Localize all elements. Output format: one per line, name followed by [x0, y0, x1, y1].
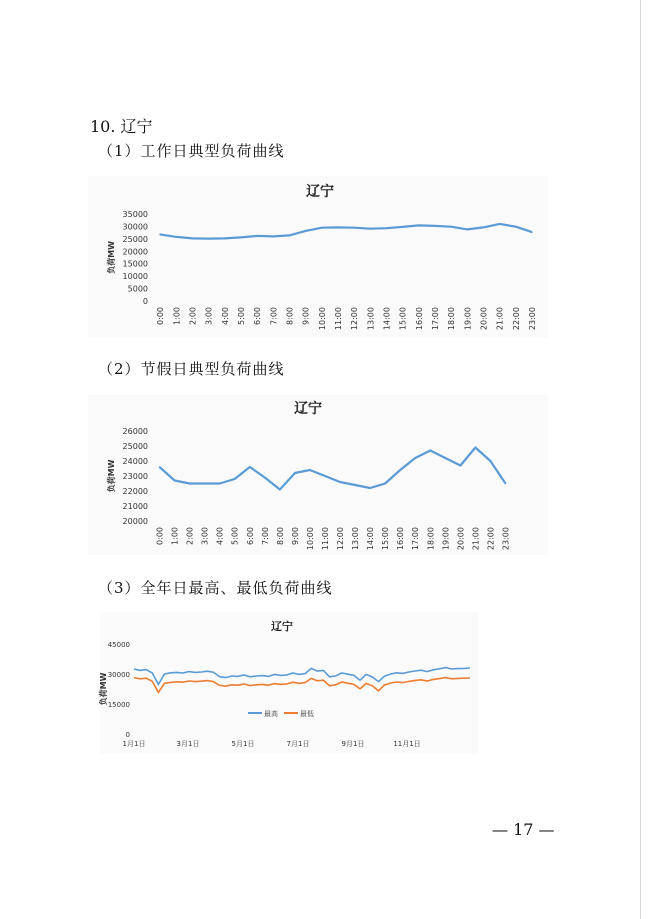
annual-max-min-chart: [100, 612, 478, 754]
x-tick-label: 3:00: [200, 527, 210, 545]
subsection-heading-annual: （3）全年日最高、最低负荷曲线: [98, 579, 333, 597]
x-tick-label: 6:00: [253, 307, 263, 325]
y-tick-label: 22000: [122, 487, 148, 496]
data-point: [505, 483, 507, 485]
x-tick-label: 1月1日: [122, 740, 146, 748]
data-point: [445, 457, 447, 459]
x-tick-label: 11:00: [320, 527, 330, 551]
x-tick-label: 7月1日: [286, 740, 310, 748]
data-point: [399, 469, 401, 471]
x-tick-label: 22:00: [511, 307, 521, 331]
x-tick-label: 7:00: [269, 307, 279, 325]
data-point: [386, 227, 388, 229]
data-point: [475, 447, 477, 449]
x-tick-label: 8:00: [275, 527, 285, 545]
x-tick-label: 4:00: [215, 527, 225, 545]
y-tick-label: 5000: [127, 284, 148, 294]
data-point: [460, 465, 462, 467]
y-tick-label: 20000: [122, 517, 148, 526]
data-point: [384, 483, 386, 485]
x-tick-label: 14:00: [382, 307, 392, 331]
y-tick-label: 0: [142, 297, 148, 306]
x-tick-label: 18:00: [426, 527, 436, 551]
x-tick-label: 1:00: [170, 527, 180, 545]
x-tick-label: 22:00: [486, 527, 496, 551]
series-line: [160, 224, 532, 239]
data-point: [429, 450, 431, 452]
x-tick-label: 0:00: [156, 307, 166, 325]
x-tick-label: 2:00: [185, 527, 195, 545]
data-point: [483, 227, 485, 229]
data-point: [279, 489, 281, 491]
x-tick-label: 10:00: [317, 307, 327, 331]
data-point: [192, 238, 194, 240]
data-point: [208, 238, 210, 240]
chart-title: 辽宁: [271, 620, 293, 633]
data-point: [515, 226, 517, 228]
x-tick-label: 4:00: [220, 307, 230, 325]
x-tick-label: 19:00: [463, 307, 473, 331]
x-tick-label: 2:00: [188, 307, 198, 325]
x-tick-label: 11:00: [333, 307, 343, 331]
x-tick-label: 7:00: [260, 527, 270, 545]
data-point: [159, 466, 161, 468]
data-point: [466, 229, 468, 231]
data-point: [354, 484, 356, 486]
data-point: [224, 238, 226, 240]
x-tick-label: 13:00: [366, 307, 376, 331]
data-point: [418, 225, 420, 227]
x-tick-label: 3:00: [204, 307, 214, 325]
series-line-min: [134, 678, 470, 693]
data-point: [321, 227, 323, 229]
y-tick-label: 26000: [122, 427, 148, 436]
data-point: [249, 466, 251, 468]
y-tick-label: 25000: [122, 234, 148, 244]
x-tick-label: 17:00: [411, 527, 421, 551]
y-tick-label: 15000: [107, 701, 130, 709]
x-tick-label: 16:00: [414, 307, 424, 331]
data-point: [294, 472, 296, 474]
data-point: [353, 227, 355, 229]
y-tick-label: 20000: [122, 247, 148, 257]
data-point: [256, 235, 258, 237]
data-point: [499, 223, 501, 225]
annual-chart-area: [100, 612, 478, 754]
x-tick-label: 18:00: [447, 307, 457, 331]
y-tick-label: 10000: [122, 272, 148, 282]
data-point: [204, 483, 206, 485]
data-point: [531, 231, 533, 233]
x-tick-label: 6:00: [245, 527, 255, 545]
x-tick-label: 11月1日: [393, 740, 421, 748]
x-tick-label: 17:00: [430, 307, 440, 331]
y-axis-label: 负荷MW: [107, 459, 116, 493]
x-tick-label: 12:00: [336, 527, 346, 551]
x-tick-label: 13:00: [351, 527, 361, 551]
x-tick-label: 1:00: [172, 307, 182, 325]
data-point: [219, 483, 221, 485]
y-tick-label: 25000: [122, 442, 148, 451]
holiday-chart-area: [88, 395, 548, 555]
holiday-load-chart: [88, 395, 548, 555]
y-tick-label: 23000: [122, 472, 148, 481]
x-tick-label: 5:00: [230, 527, 240, 545]
data-point: [369, 487, 371, 489]
x-tick-label: 10:00: [305, 527, 315, 551]
data-point: [272, 236, 274, 238]
data-point: [402, 226, 404, 228]
x-tick-label: 21:00: [495, 307, 505, 331]
data-point: [450, 226, 452, 228]
x-tick-label: 16:00: [396, 527, 406, 551]
workday-chart-area: [88, 176, 548, 338]
data-point: [324, 475, 326, 477]
x-tick-label: 20:00: [479, 307, 489, 331]
data-point: [175, 236, 177, 238]
x-tick-label: 20:00: [456, 527, 466, 551]
chart-title: 辽宁: [294, 401, 322, 417]
y-tick-label: 45000: [107, 641, 130, 649]
legend-label-min: 最低: [300, 710, 314, 718]
y-tick-label: 30000: [107, 671, 130, 679]
y-tick-label: 35000: [122, 210, 148, 219]
y-tick-label: 30000: [122, 222, 148, 232]
x-tick-label: 21:00: [471, 527, 481, 551]
x-tick-label: 23:00: [501, 527, 511, 551]
x-tick-label: 8:00: [285, 307, 295, 325]
x-tick-label: 0:00: [155, 527, 165, 545]
x-tick-label: 5月1日: [231, 740, 255, 748]
y-axis-label: 负荷MW: [107, 241, 116, 274]
x-tick-label: 5:00: [236, 307, 246, 325]
x-tick-label: 15:00: [381, 527, 391, 551]
data-point: [174, 480, 176, 482]
page-number: — 17 —: [492, 820, 555, 839]
y-axis-label: 负荷MW: [99, 672, 108, 706]
legend-label-max: 最高: [264, 710, 278, 718]
subsection-heading-holiday: （2）节假日典型负荷曲线: [98, 360, 285, 378]
subsection-heading-workday: （1）工作日典型负荷曲线: [98, 142, 285, 160]
x-tick-label: 9月1日: [341, 740, 365, 748]
x-tick-label: 14:00: [366, 527, 376, 551]
data-point: [490, 460, 492, 462]
data-point: [189, 483, 191, 485]
x-tick-label: 9:00: [290, 527, 300, 545]
x-tick-label: 23:00: [527, 307, 537, 331]
y-tick-label: 24000: [122, 457, 148, 466]
x-tick-label: 9:00: [301, 307, 311, 325]
data-point: [234, 478, 236, 480]
y-tick-label: 15000: [122, 259, 148, 269]
data-point: [309, 469, 311, 471]
x-tick-label: 3月1日: [176, 740, 200, 748]
data-point: [289, 235, 291, 237]
chart-title: 辽宁: [306, 184, 334, 200]
y-tick-label: 21000: [122, 502, 148, 511]
x-tick-label: 19:00: [441, 527, 451, 551]
data-point: [240, 237, 242, 239]
data-point: [339, 481, 341, 483]
series-line: [160, 448, 506, 490]
page-edge-line: [640, 0, 641, 919]
data-point: [414, 457, 416, 459]
y-tick-label: 0: [125, 731, 130, 739]
x-tick-label: 15:00: [398, 307, 408, 331]
data-point: [159, 234, 161, 236]
data-point: [337, 227, 339, 229]
x-tick-label: 12:00: [350, 307, 360, 331]
workday-load-chart: [88, 176, 548, 338]
data-point: [305, 230, 307, 232]
section-heading: 10. 辽宁: [90, 117, 153, 136]
data-point: [264, 477, 266, 479]
data-point: [369, 228, 371, 230]
data-point: [434, 225, 436, 227]
